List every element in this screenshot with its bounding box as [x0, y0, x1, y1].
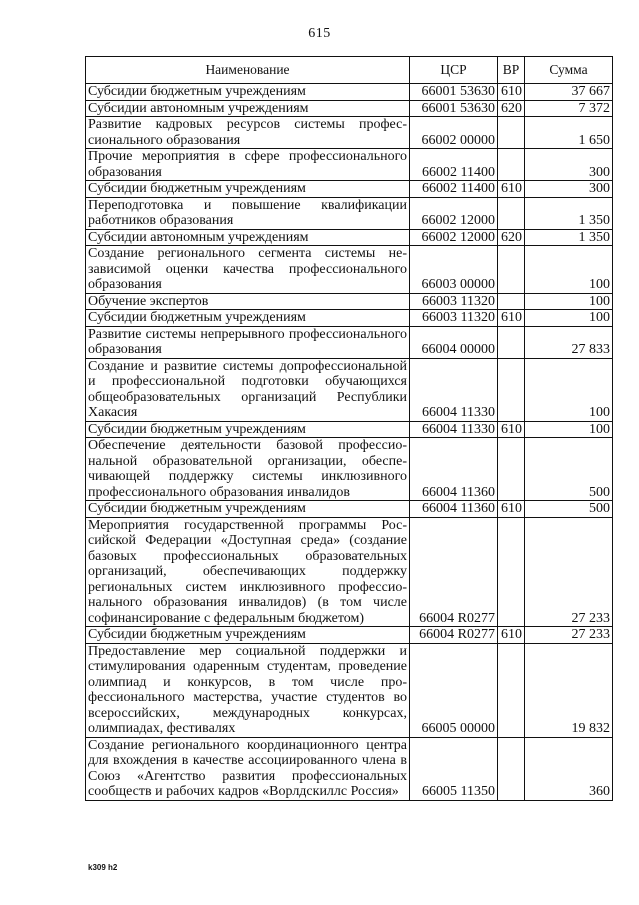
row-name: Субсидии бюджетным учреждениям — [86, 310, 410, 327]
row-name: Субсидии бюджетным учреждениям — [86, 181, 410, 198]
row-sum: 100 — [525, 421, 613, 438]
row-name: Предоставление мер социальной поддержки и стимулирования одаренным студентам, проведение олимпиад и конкурсов, в том числе профессионального мастерства, участие студентов во всероссийских, международных конкурсах, олимпиадах, фестивалях — [86, 643, 410, 737]
row-name: Развитие системы непрерывного профессионального образования — [86, 326, 410, 358]
row-name: Прочие мероприятия в сфере профессионального образования — [86, 149, 410, 181]
row-name: Обеспечение деятельности базовой профессиональной образовательной организации, обеспечивающей поддержку системы инклюзивного профессионального образования инвалидов — [86, 438, 410, 501]
table-row — [86, 229, 613, 246]
table-row — [86, 117, 613, 149]
row-sum: 100 — [525, 293, 613, 310]
row-csr: 66004 R0277 — [410, 627, 498, 644]
row-csr: 66002 11400 — [410, 149, 498, 181]
row-csr: 66002 12000 — [410, 197, 498, 229]
table-row — [86, 737, 613, 800]
row-vr: 610 — [498, 181, 525, 198]
row-sum: 37 667 — [525, 84, 613, 101]
row-csr: 66001 53630 — [410, 100, 498, 117]
row-csr: 66002 12000 — [410, 229, 498, 246]
row-vr — [498, 438, 525, 501]
row-sum: 100 — [525, 310, 613, 327]
row-name: Субсидии автономным учреждениям — [86, 229, 410, 246]
table-row — [86, 181, 613, 198]
table-row — [86, 310, 613, 327]
budget-table — [85, 56, 613, 801]
row-csr: 66001 53630 — [410, 84, 498, 101]
table-row — [86, 197, 613, 229]
row-sum: 360 — [525, 737, 613, 800]
table-row — [86, 246, 613, 294]
table-row — [86, 438, 613, 501]
row-vr: 620 — [498, 100, 525, 117]
row-name: Обучение экспертов — [86, 293, 410, 310]
header-vr: ВР — [498, 57, 525, 84]
row-csr: 66003 11320 — [410, 310, 498, 327]
header-row — [86, 57, 613, 84]
header-name: Наименование — [86, 57, 410, 84]
row-sum: 27 233 — [525, 517, 613, 627]
row-csr: 66005 11350 — [410, 737, 498, 800]
row-name: Создание регионального сегмента системы независимой оценки качества профессионального образования — [86, 246, 410, 294]
row-vr — [498, 197, 525, 229]
row-csr: 66004 R0277 — [410, 517, 498, 627]
row-sum: 27 833 — [525, 326, 613, 358]
row-vr: 610 — [498, 627, 525, 644]
row-vr — [498, 246, 525, 294]
table-row — [86, 326, 613, 358]
table-row — [86, 517, 613, 627]
row-vr — [498, 358, 525, 421]
row-sum: 7 372 — [525, 100, 613, 117]
row-csr: 66004 11330 — [410, 358, 498, 421]
row-csr: 66004 00000 — [410, 326, 498, 358]
table-row — [86, 100, 613, 117]
table-row — [86, 421, 613, 438]
table-row — [86, 501, 613, 518]
footer-code: k309 h2 — [88, 863, 118, 872]
row-csr: 66002 11400 — [410, 181, 498, 198]
row-vr — [498, 149, 525, 181]
row-sum: 27 233 — [525, 627, 613, 644]
table-row — [86, 358, 613, 421]
row-sum: 1 350 — [525, 197, 613, 229]
header-sum: Сумма — [525, 57, 613, 84]
row-vr — [498, 117, 525, 149]
row-vr — [498, 737, 525, 800]
row-name: Субсидии бюджетным учреждениям — [86, 501, 410, 518]
row-sum: 500 — [525, 438, 613, 501]
table-row — [86, 643, 613, 737]
table-row — [86, 149, 613, 181]
row-name: Субсидии бюджетным учреждениям — [86, 84, 410, 101]
row-name: Развитие кадровых ресурсов системы профессионального образования — [86, 117, 410, 149]
page-number: 615 — [308, 26, 331, 41]
row-sum: 500 — [525, 501, 613, 518]
row-csr: 66004 11360 — [410, 438, 498, 501]
row-name: Мероприятия государственной программы Российской Федерации «Доступная среда» (создание базовых профессиональных образовательных организаций, обеспечивающих поддержку региональных систем инклюзивного профессионального образования инвалидов) (в том числе софинансирование с федеральным бюджетом) — [86, 517, 410, 627]
table-row — [86, 627, 613, 644]
row-csr: 66002 00000 — [410, 117, 498, 149]
table-row — [86, 293, 613, 310]
row-name: Переподготовка и повышение квалификации работников образования — [86, 197, 410, 229]
row-sum: 1 350 — [525, 229, 613, 246]
row-vr: 610 — [498, 501, 525, 518]
table-body — [86, 84, 613, 801]
row-csr: 66003 00000 — [410, 246, 498, 294]
row-sum: 100 — [525, 358, 613, 421]
row-vr — [498, 326, 525, 358]
row-vr — [498, 517, 525, 627]
row-vr: 620 — [498, 229, 525, 246]
header-csr: ЦСР — [410, 57, 498, 84]
row-name: Субсидии бюджетным учреждениям — [86, 627, 410, 644]
row-vr: 610 — [498, 421, 525, 438]
row-vr: 610 — [498, 310, 525, 327]
row-csr: 66003 11320 — [410, 293, 498, 310]
row-name: Создание и развитие системы допрофессиональной и профессиональной подготовки обучающихся общеобразовательных организаций Республики Хакасия — [86, 358, 410, 421]
row-name: Создание регионального координационного центра для вхождения в качестве ассоциированного члена в Союз «Агентство развития профессиональных сообществ и рабочих кадров «Ворлдскиллс Россия» — [86, 737, 410, 800]
table-row — [86, 84, 613, 101]
row-csr: 66004 11330 — [410, 421, 498, 438]
row-sum: 19 832 — [525, 643, 613, 737]
row-sum: 100 — [525, 246, 613, 294]
row-sum: 300 — [525, 181, 613, 198]
row-csr: 66004 11360 — [410, 501, 498, 518]
row-vr: 610 — [498, 84, 525, 101]
row-sum: 300 — [525, 149, 613, 181]
row-csr: 66005 00000 — [410, 643, 498, 737]
row-vr — [498, 643, 525, 737]
row-name: Субсидии бюджетным учреждениям — [86, 421, 410, 438]
table-header — [86, 57, 613, 84]
row-name: Субсидии автономным учреждениям — [86, 100, 410, 117]
row-vr — [498, 293, 525, 310]
row-sum: 1 650 — [525, 117, 613, 149]
